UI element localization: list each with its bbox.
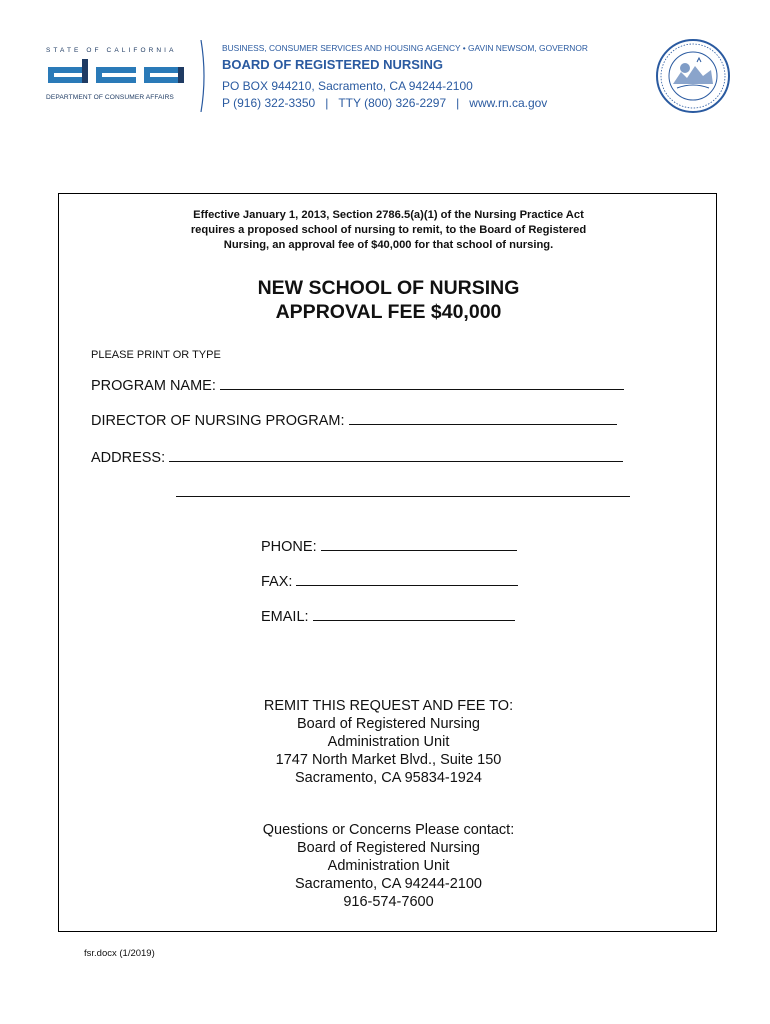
program-name-label: PROGRAM NAME: <box>91 378 216 394</box>
title-line: NEW SCHOOL OF NURSING <box>257 277 520 299</box>
questions-line: Sacramento, CA 94244-2100 <box>294 876 482 892</box>
program-name-input[interactable] <box>220 375 624 390</box>
notice-line: Nursing, an approval fee of $40,000 for that school of nursing. <box>223 239 554 251</box>
website-link[interactable]: www.rn.ca.gov <box>469 96 548 110</box>
agency-line: BUSINESS, CONSUMER SERVICES AND HOUSING AGENCY • GAVIN NEWSOM, GOVERNOR <box>222 43 588 53</box>
dca-state-label: STATE OF CALIFORNIA <box>46 47 177 54</box>
fax-field <box>261 571 518 590</box>
address-input-line2[interactable] <box>176 482 630 497</box>
phone-input[interactable] <box>321 536 517 551</box>
address-field-line2 <box>176 482 630 501</box>
phone-number: P (916) 322-3350 <box>222 96 316 110</box>
po-box-address: PO BOX 944210, Sacramento, CA 94244-2100 <box>222 79 473 93</box>
board-name: BOARD OF REGISTERED NURSING <box>222 57 444 72</box>
document-id: fsr.docx (1/2019) <box>84 948 155 959</box>
california-seal-icon <box>655 38 731 114</box>
contact-line <box>222 96 547 110</box>
email-field <box>261 606 515 625</box>
remit-line: 1747 North Market Blvd., Suite 150 <box>275 752 502 768</box>
form-box <box>58 193 717 932</box>
director-label: DIRECTOR OF NURSING PROGRAM: <box>91 413 345 429</box>
address-field <box>91 447 623 466</box>
remit-line: Administration Unit <box>327 734 450 750</box>
letterhead <box>0 0 770 120</box>
questions-line: Board of Registered Nursing <box>297 840 480 856</box>
phone-field <box>261 536 517 555</box>
notice-line: requires a proposed school of nursing to remit, to the Board of Registered <box>190 224 587 236</box>
fax-label: FAX: <box>261 574 293 590</box>
email-label: EMAIL: <box>261 609 309 625</box>
letterhead-divider <box>200 40 208 112</box>
remit-block <box>59 697 718 787</box>
remit-heading: REMIT THIS REQUEST AND FEE TO: <box>263 698 514 714</box>
address-input-line1[interactable] <box>169 447 623 462</box>
questions-line: Administration Unit <box>327 858 450 874</box>
director-input[interactable] <box>349 410 617 425</box>
questions-line: 916-574-7600 <box>343 894 434 910</box>
title-line: APPROVAL FEE $40,000 <box>275 301 502 323</box>
tty-number: TTY (800) 326-2297 <box>338 96 447 110</box>
dca-logo <box>46 47 186 107</box>
separator: | <box>456 96 460 110</box>
email-input[interactable] <box>313 606 515 621</box>
dca-department-label: DEPARTMENT OF CONSUMER AFFAIRS <box>46 94 174 101</box>
address-label: ADDRESS: <box>91 450 166 466</box>
questions-heading: Questions or Concerns Please contact: <box>262 822 515 838</box>
print-note: PLEASE PRINT OR TYPE <box>91 349 221 361</box>
notice-text <box>59 208 718 253</box>
remit-line: Board of Registered Nursing <box>297 716 480 732</box>
form-title <box>59 276 718 324</box>
dca-wordmark-icon <box>48 59 186 91</box>
remit-line: Sacramento, CA 95834-1924 <box>294 770 482 786</box>
director-field <box>91 410 617 429</box>
separator: | <box>325 96 329 110</box>
questions-block <box>59 821 718 911</box>
notice-line: Effective January 1, 2013, Section 2786.5(a)(1) of the Nursing Practice Act <box>193 209 584 221</box>
program-name-field <box>91 375 624 394</box>
fax-input[interactable] <box>296 571 518 586</box>
phone-label: PHONE: <box>261 539 317 555</box>
